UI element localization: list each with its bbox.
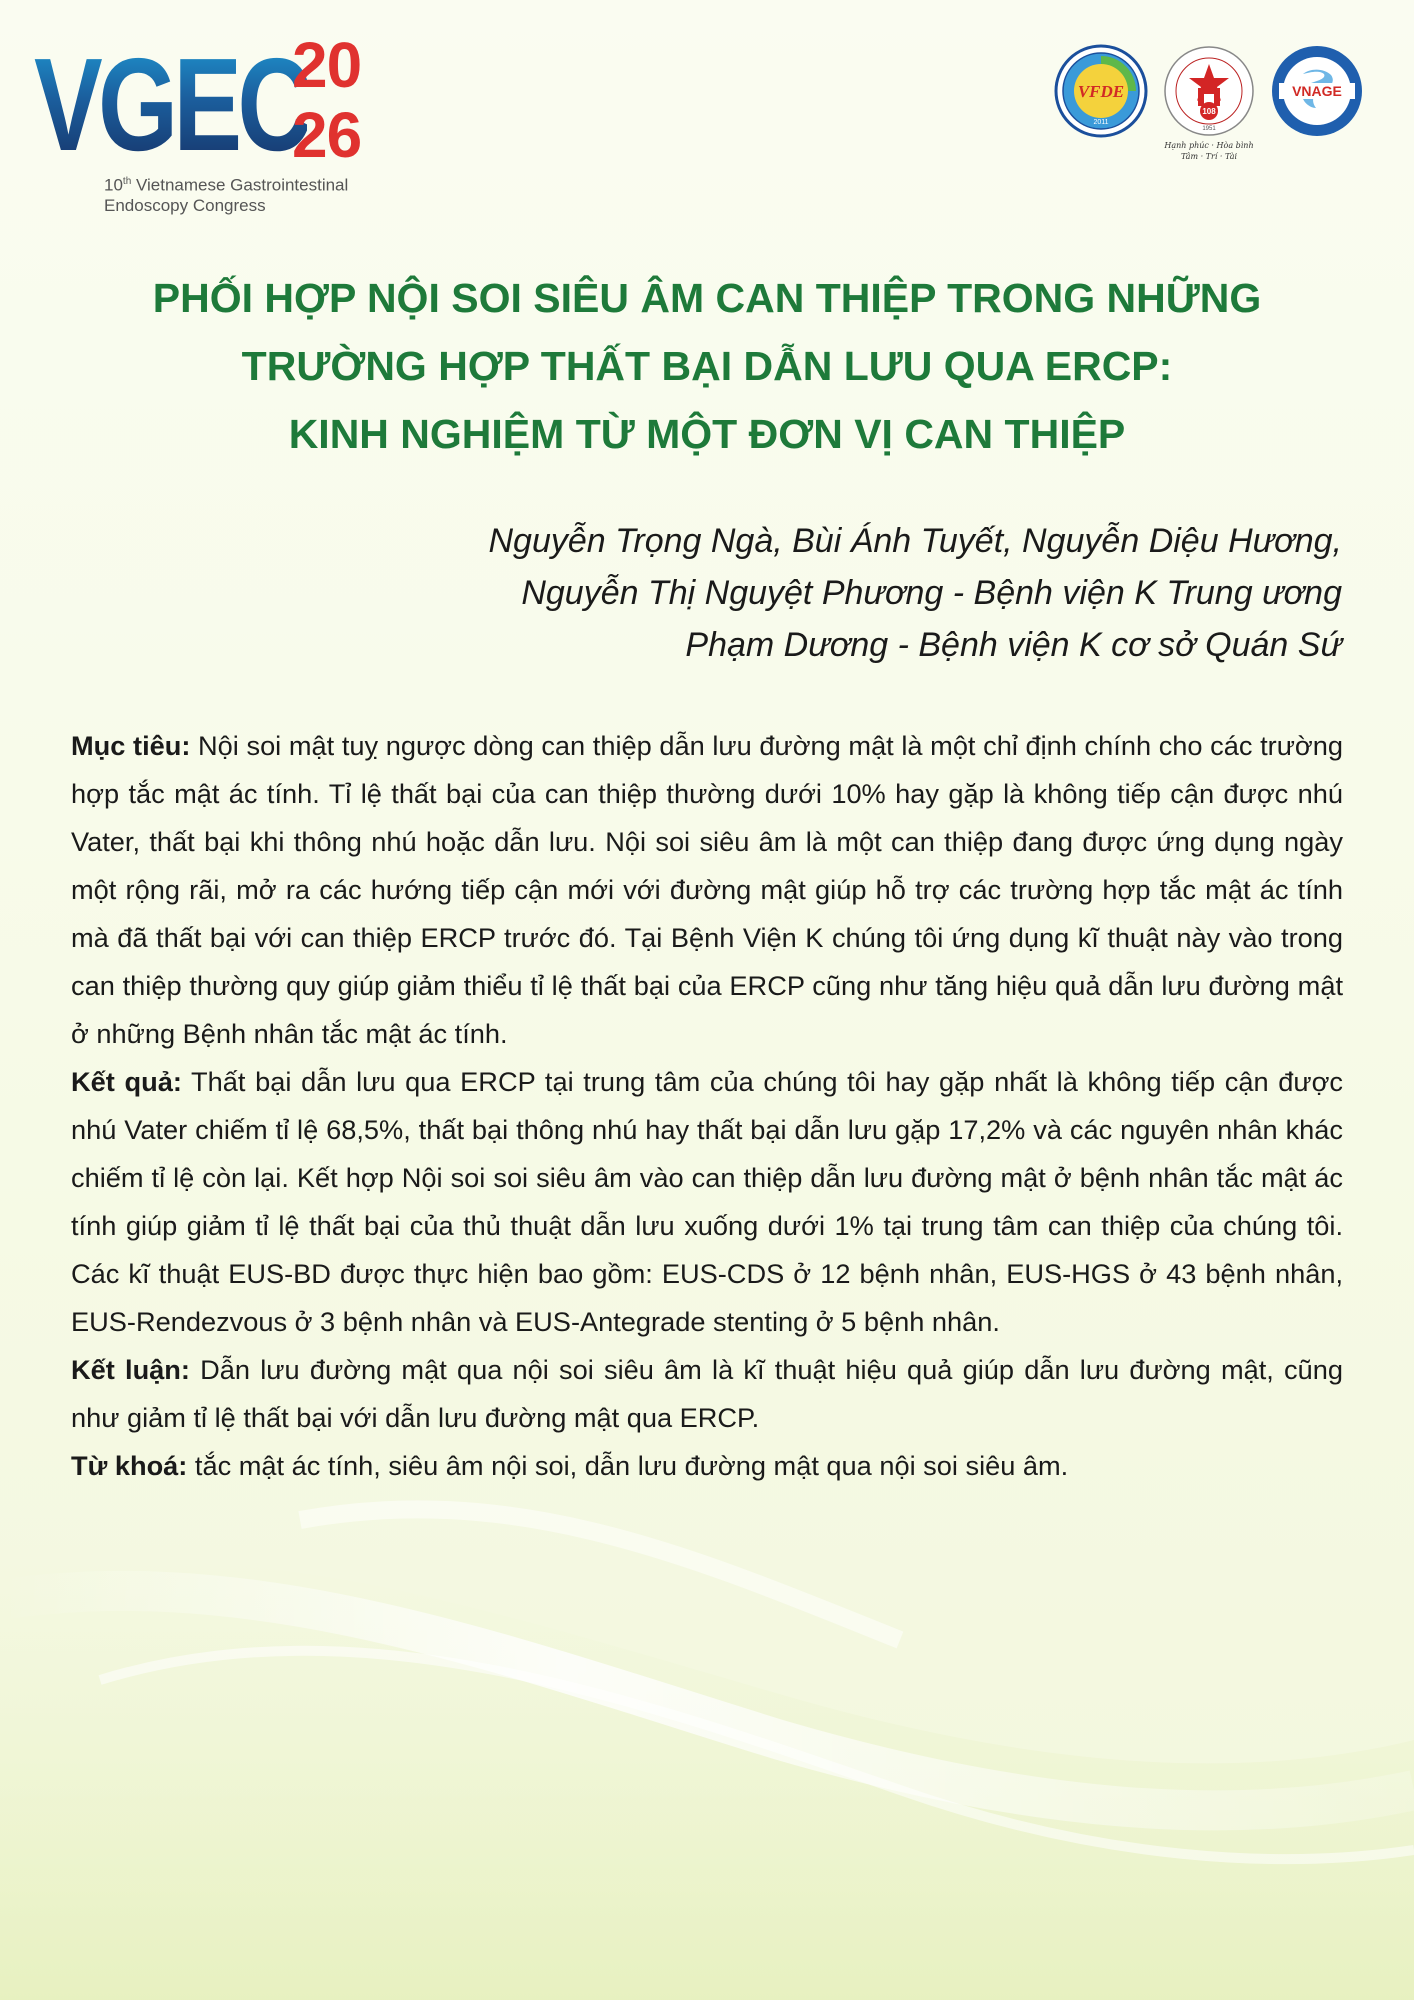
conclusion-text: Dẫn lưu đường mật qua nội soi siêu âm là kĩ thuật hiệu quả giúp dẫn lưu đường mật, cũng như giảm tỉ lệ thất bại với dẫn lưu đường mật qua ERCP. — [71, 1354, 1343, 1433]
vfde-logo — [1054, 44, 1148, 138]
objective-text: Nội soi mật tuỵ ngược dòng can thiệp dẫn lưu đường mật là một chỉ định chính cho các trường hợp tắc mật ác tính. Tỉ lệ thất bại của can thiệp thường dưới 10% hay gặp là không tiếp cận được nhú Vater, thất bại khi thông nhú hoặc dẫn lưu. Nội soi siêu âm là một can thiệp đang được ứng dụng ngày một rộng rãi, mở ra các hướng tiếp cận mới với đường mật giúp hỗ trợ các trường hợp tắc mật ác tính mà đã thất bại với can thiệp ERCP trước đó. Tại Bệnh Viện K chúng tôi ứng dụng kĩ thuật này vào trong can thiệp thường quy giúp giảm thiểu tỉ lệ thất bại của ERCP cũng như tăng hiệu quả dẫn lưu đường mật ở những Bệnh nhân tắc mật ác tính. — [71, 730, 1343, 1049]
vfde-logo-year: 2011 — [1093, 119, 1109, 126]
brand-ordinal: 10 — [104, 175, 123, 195]
brand-subtitle-line1 — [104, 172, 348, 196]
vfde-logo-text: VFDE — [1077, 82, 1125, 101]
authors-line-2: Nguyễn Thị Nguyệt Phương - Bệnh viện K Trung ương — [521, 574, 1342, 612]
hospital-108-caption-line1: Hạnh phúc · Hòa bình — [1164, 141, 1254, 150]
abstract-objective — [71, 722, 1343, 1058]
objective-label: Mục tiêu: — [71, 730, 191, 761]
results-text: Thất bại dẫn lưu qua ERCP tại trung tâm của chúng tôi hay gặp nhất là không tiếp cận được nhú Vater chiếm tỉ lệ 68,5%, thất bại thông nhú hay thất bại dẫn lưu gặp 17,2% và các nguyên nhân khác chiếm tỉ lệ còn lại. Kết hợp Nội soi soi siêu âm vào can thiệp dẫn lưu đường mật ở bệnh nhân tắc mật ác tính giúp giảm tỉ lệ thất bại của thủ thuật dẫn lưu xuống dưới 1% tại trung tâm can thiệp của chúng tôi. Các kĩ thuật EUS-BD được thực hiện bao gồm: EUS-CDS ở 12 bệnh nhân, EUS-HGS ở 43 bệnh nhân, EUS-Rendezvous ở 3 bệnh nhân và EUS-Antegrade stenting ở 5 bệnh nhân. — [71, 1066, 1344, 1337]
abstract-conclusion — [71, 1346, 1343, 1442]
keywords-text: tắc mật ác tính, siêu âm nội soi, dẫn lưu đường mật qua nội soi siêu âm. — [187, 1450, 1069, 1481]
title-line-2: TRƯỜNG HỢP THẤT BẠI DẪN LƯU QUA ERCP: — [241, 343, 1173, 389]
brand-subtitle — [104, 172, 348, 216]
hospital-108-logo — [1162, 44, 1256, 161]
poster-title — [60, 264, 1354, 468]
vnage-logo-text: VNAGE — [1292, 83, 1342, 99]
title-line-3: KINH NGHIỆM TỪ MỘT ĐƠN VỊ CAN THIỆP — [288, 411, 1126, 457]
authors-line-1: Nguyễn Trọng Ngà, Bùi Ánh Tuyết, Nguyễn Diệu Hương, — [488, 522, 1342, 560]
author-list — [342, 515, 1342, 671]
brand-ordinal-suffix: th — [122, 176, 132, 187]
hospital-108-caption-line2: Tâm · Trí · Tài — [1180, 152, 1238, 161]
vnage-logo — [1270, 44, 1364, 138]
hospital-108-caption — [1162, 140, 1256, 162]
partner-logos — [1054, 44, 1364, 161]
brand-year — [292, 30, 432, 170]
title-line-1: PHỐI HỢP NỘI SOI SIÊU ÂM CAN THIỆP TRONG NHỮNG — [152, 275, 1262, 321]
brand-main-text: VGEC — [34, 31, 308, 178]
abstract-body — [71, 722, 1343, 1490]
conclusion-label: Kết luận: — [71, 1354, 190, 1385]
results-label: Kết quả: — [71, 1066, 182, 1097]
brand-year-top: 20 — [292, 29, 362, 101]
abstract-results — [71, 1058, 1343, 1346]
hospital-108-logo-text: 108 — [1202, 107, 1216, 116]
keywords-label: Từ khoá: — [71, 1450, 188, 1481]
abstract-keywords — [71, 1442, 1343, 1490]
authors-line-3: Phạm Dương - Bệnh viện K cơ sở Quán Sứ — [685, 626, 1342, 664]
brand-subtitle-line2: Endoscopy Congress — [104, 195, 266, 215]
brand-subtitle-text1: Vietnamese Gastrointestinal — [131, 175, 349, 195]
hospital-108-logo-year: 1951 — [1202, 126, 1216, 132]
vgec-brand-logo — [34, 30, 414, 220]
brand-year-bottom: 26 — [292, 99, 362, 171]
